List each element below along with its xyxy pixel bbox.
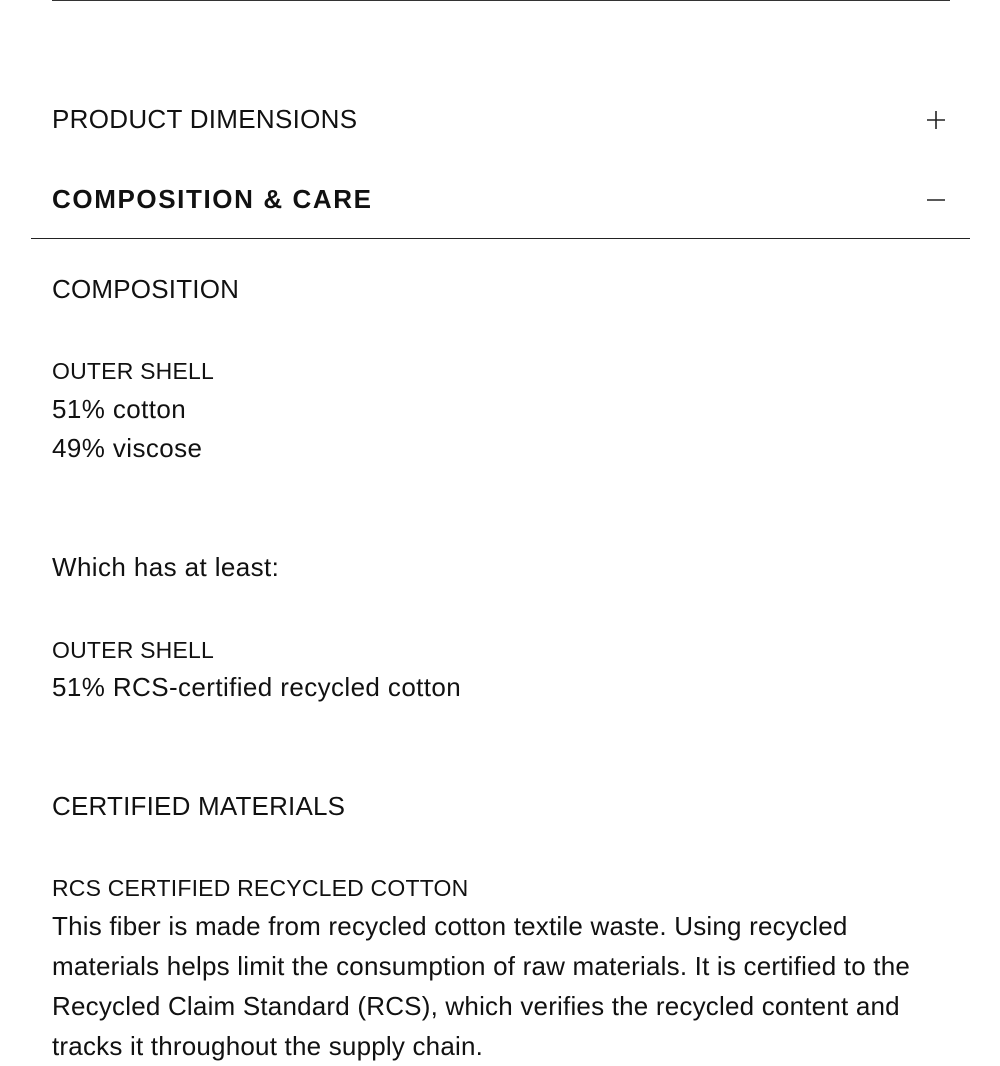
accordion-title-product-dimensions: PRODUCT DIMENSIONS: [52, 104, 358, 134]
rcs-certified-description: This fiber is made from recycled cotton textile waste. Using recycled materials helps limit the consumption of raw materials. It is certified to the Recycled Claim Standard (RCS), which verifies the recycled content and tracks it throughout the supply chain.: [52, 911, 911, 1061]
minus-icon[interactable]: [926, 190, 946, 210]
outer-shell-label: OUTER SHELL: [52, 358, 214, 384]
at-least-label: Which has at least:: [52, 552, 280, 582]
plus-icon[interactable]: [926, 110, 946, 130]
certified-materials-heading: CERTIFIED MATERIALS: [52, 791, 346, 821]
accordion-divider: [31, 238, 970, 239]
accordion-composition-care[interactable]: [0, 176, 1000, 226]
top-divider: [52, 0, 950, 1]
recycled-material-line: 51% RCS-certified recycled cotton: [52, 672, 462, 702]
accordion-product-dimensions[interactable]: [0, 96, 1000, 146]
material-line: 51% cotton: [52, 394, 187, 424]
accordion-title-composition-care: COMPOSITION & CARE: [52, 184, 373, 214]
rcs-certified-title: RCS CERTIFIED RECYCLED COTTON: [52, 875, 469, 901]
composition-heading: COMPOSITION: [52, 274, 240, 304]
recycled-outer-shell-label: OUTER SHELL: [52, 637, 214, 663]
material-line: 49% viscose: [52, 433, 203, 463]
